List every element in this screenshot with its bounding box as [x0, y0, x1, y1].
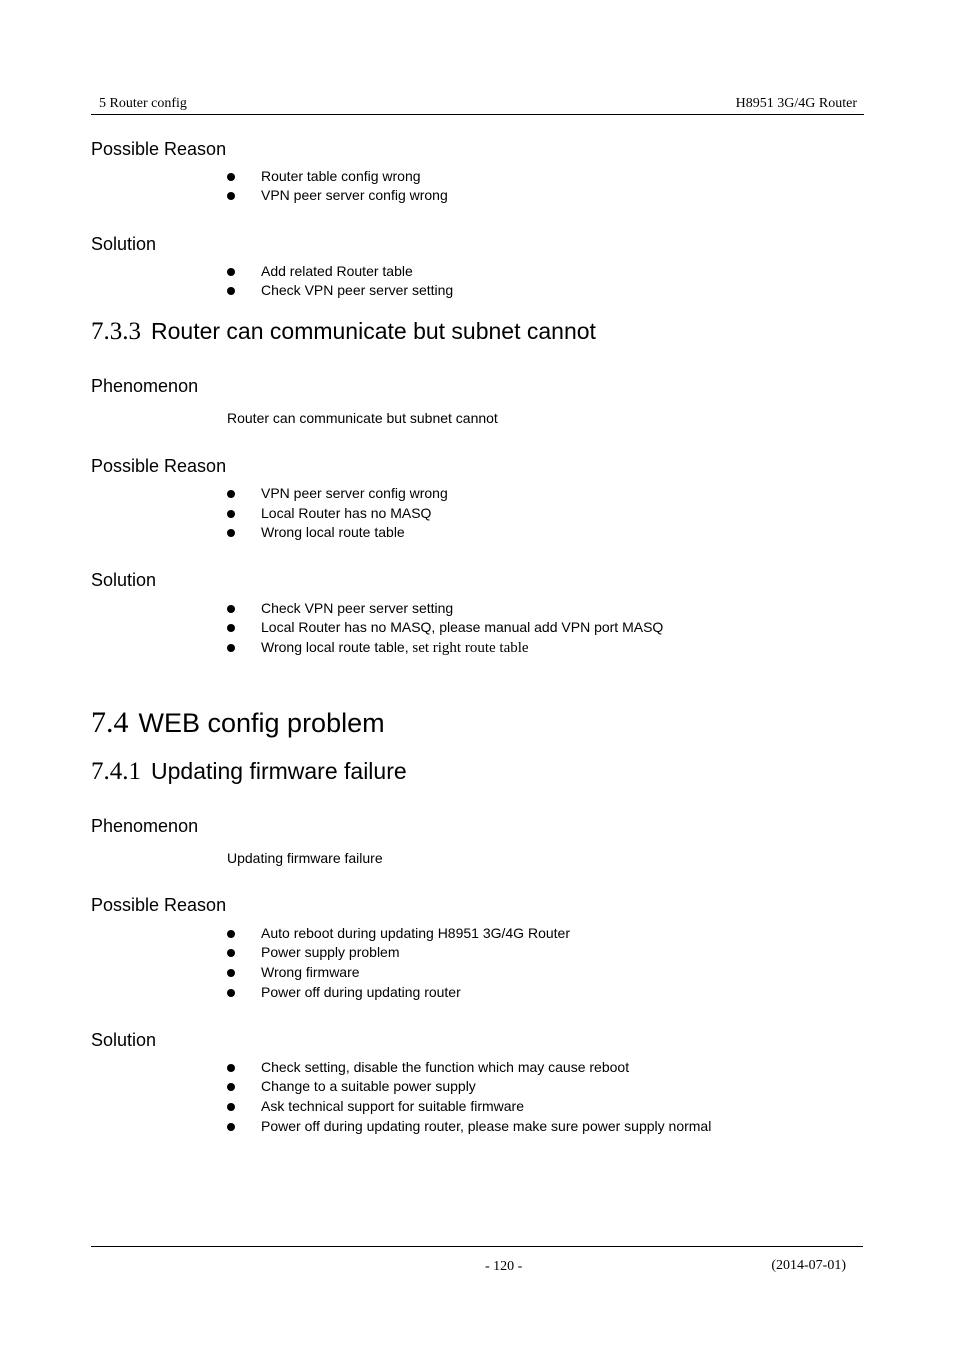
- list-item: VPN peer server config wrong: [0, 191, 954, 211]
- solution-heading: Solution: [91, 234, 157, 254]
- bullet-icon: [227, 173, 235, 181]
- bullet-icon: [227, 989, 235, 997]
- bullet-icon: [227, 624, 235, 632]
- list-item: Wrong firmware: [0, 968, 954, 988]
- bullet-icon: [227, 1103, 235, 1111]
- bullet-icon: [227, 529, 235, 537]
- section-title: WEB config problem: [138, 708, 385, 738]
- phenomenon-heading: Phenomenon: [91, 816, 199, 836]
- solution-heading: Solution: [91, 570, 157, 590]
- phenomenon-text: Updating firmware failure: [227, 850, 383, 866]
- section-number: 7.4: [91, 706, 129, 739]
- section-heading-7-4: [91, 706, 385, 740]
- section-title: Router can communicate but subnet cannot: [151, 318, 596, 344]
- page-number: - 120 -: [485, 1259, 523, 1274]
- bullet-icon: [227, 1123, 235, 1131]
- list-item: Auto reboot during updating H8951 3G/4G Router: [0, 929, 954, 949]
- list-item: Wrong local route table: [0, 528, 954, 548]
- list-item: Check setting, disable the function which may cause reboot: [0, 1063, 954, 1083]
- section-heading-7-4-1: [91, 758, 407, 786]
- bullet-icon: [227, 605, 235, 613]
- bullet-icon: [227, 192, 235, 200]
- header-chapter: 5 Router config: [99, 96, 187, 111]
- phenomenon-text: Router can communicate but subnet cannot: [227, 410, 498, 426]
- bullet-icon: [227, 1064, 235, 1072]
- bullet-icon: [227, 930, 235, 938]
- list-item: Power off during updating router, please make sure power supply normal: [0, 1122, 954, 1142]
- list-item: Change to a suitable power supply: [0, 1082, 954, 1102]
- footer-date: (2014-07-01): [771, 1258, 846, 1273]
- bullet-icon: [227, 1083, 235, 1091]
- possible-reason-heading: Possible Reason: [91, 456, 227, 476]
- section-number: 7.4.1: [91, 758, 141, 785]
- solution-heading: Solution: [91, 1030, 157, 1050]
- list-item: Local Router has no MASQ: [0, 509, 954, 529]
- possible-reason-heading: Possible Reason: [91, 895, 227, 915]
- bullet-icon: [227, 510, 235, 518]
- list-item: Wrong local route table, set right route table: [0, 643, 954, 663]
- phenomenon-heading: Phenomenon: [91, 376, 199, 396]
- footer-rule: [91, 1246, 863, 1247]
- list-item: Power off during updating router: [0, 988, 954, 1008]
- list-item: Check VPN peer server setting: [0, 604, 954, 624]
- list-item: VPN peer server config wrong: [0, 489, 954, 509]
- bullet-icon: [227, 644, 235, 652]
- possible-reason-heading: Possible Reason: [91, 139, 227, 159]
- list-item: Local Router has no MASQ, please manual add VPN port MASQ: [0, 623, 954, 643]
- bullet-icon: [227, 268, 235, 276]
- section-heading-7-3-3: [91, 318, 596, 346]
- list-item: Router table config wrong: [0, 172, 954, 192]
- list-item: Ask technical support for suitable firmware: [0, 1102, 954, 1122]
- header-product: H8951 3G/4G Router: [735, 96, 857, 111]
- section-number: 7.3.3: [91, 318, 141, 345]
- list-item: Check VPN peer server setting: [0, 286, 954, 306]
- header-rule: [91, 114, 864, 115]
- list-item: Add related Router table: [0, 267, 954, 287]
- bullet-icon: [227, 969, 235, 977]
- bullet-icon: [227, 949, 235, 957]
- list-item: Power supply problem: [0, 948, 954, 968]
- bullet-icon: [227, 287, 235, 295]
- section-title: Updating firmware failure: [151, 758, 407, 784]
- bullet-icon: [227, 490, 235, 498]
